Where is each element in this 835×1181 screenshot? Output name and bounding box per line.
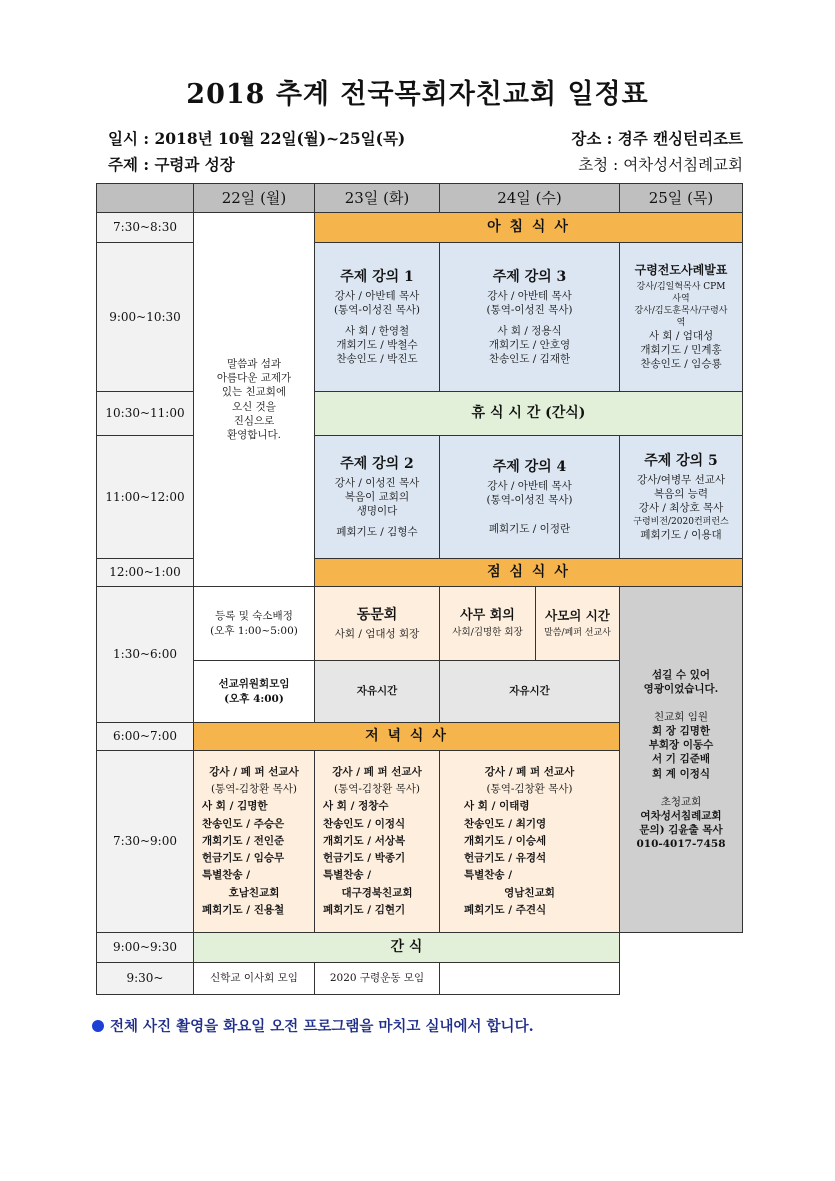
- mon-mission-meeting: [194, 661, 315, 723]
- date-info: 일시 : 2018년 10월 22일(월)~25일(목): [108, 129, 406, 148]
- lecture-title: 주제 강의 3: [492, 268, 567, 285]
- evening-speaker: 강사 / 페 퍼 선교사: [209, 765, 299, 778]
- role-line: 찬송인도 / 이정식: [323, 817, 406, 830]
- session-title: 사모의 시간: [545, 607, 610, 623]
- welcome-line: 아름다운 교제가: [216, 372, 292, 385]
- evening-tue: [315, 751, 440, 933]
- session-host: 사회 / 엄대성 회장: [334, 627, 420, 640]
- role-line: 찬송인도 / 최기영: [464, 817, 547, 830]
- officer-line: 회 계 이정식: [651, 767, 711, 780]
- role-line: 개회기도 / 안호영: [488, 339, 571, 352]
- lecture-1: [315, 243, 440, 392]
- role-line: 헌금기도 / 임승무: [202, 852, 285, 865]
- role-line: 헌금기도 / 유경석: [464, 852, 547, 865]
- time-slot: 9:30~: [97, 963, 194, 995]
- lecture-speaker: 강사 / 아반테 목사: [334, 289, 420, 302]
- alumni-meeting: [315, 587, 440, 661]
- day-wed: 24일 (수): [440, 184, 620, 213]
- lecture-speaker: 강사 / 아반테 목사: [487, 480, 572, 493]
- time-slot: 9:00~9:30: [97, 933, 194, 963]
- lecture-topic: 생명이다: [356, 504, 398, 517]
- welcome-line: 진심으로: [233, 414, 275, 427]
- lecture-speaker: 강사 / 이성진 목사: [334, 476, 420, 489]
- role-line: 특별찬송 /: [464, 869, 513, 882]
- time-slot: 1:30~6:00: [97, 587, 194, 723]
- lecture-title: 주제 강의 1: [340, 268, 414, 285]
- host-church-line: 여차성서침례교회: [640, 809, 722, 822]
- time-slot: 7:30~8:30: [97, 213, 194, 243]
- lecture-interpreter: (통역-이성진 목사): [333, 303, 421, 316]
- role-line: 폐회기도 / 진용철: [202, 904, 285, 917]
- lecture-2: [315, 436, 440, 559]
- session-title: 사무 회의: [460, 608, 515, 624]
- lecture-topic: 구령비전/2020컨퍼런스: [633, 516, 729, 527]
- late-tue: 2020 구령운동 모임: [315, 963, 440, 995]
- role-line: 찬송인도 / 박진도: [336, 353, 418, 366]
- evening-interpreter: (통역-김창환 목사): [333, 782, 421, 795]
- host-church-title: 초청교회: [660, 795, 702, 808]
- wed-afternoon: [440, 587, 620, 661]
- late-wed: [440, 963, 620, 995]
- welcome-line: 말씀과 섬과: [226, 357, 282, 370]
- tue-free-time: 자유시간: [315, 661, 440, 723]
- role-line: 사 회 / 정용식: [497, 324, 562, 337]
- special-choir: 영남친교회: [504, 886, 555, 899]
- lecture-speaker: 강사/여병무 선교사: [636, 474, 726, 487]
- mon-welcome: [194, 213, 315, 587]
- day-tue: 23일 (화): [315, 184, 440, 213]
- thu-afternoon: [620, 587, 743, 933]
- session-title: 동문회: [356, 606, 398, 623]
- lecture-5: [620, 436, 743, 559]
- role-line: 개회기도 / 서상복: [323, 834, 406, 847]
- time-slot: 11:00~12:00: [97, 436, 194, 559]
- role-line: 헌금기도 / 박종기: [323, 852, 406, 865]
- lecture-4: [440, 436, 620, 559]
- role-line: 폐회기도 / 김현기: [323, 904, 406, 917]
- header-row: [97, 184, 743, 213]
- registration-time: (오후 1:00~5:00): [210, 624, 298, 637]
- officer-line: 서 기 김준배: [651, 753, 711, 766]
- notice-text: 전체 사진 촬영을 화요일 오전 프로그램을 마치고 실내에서 합니다.: [110, 1018, 534, 1035]
- case-speaker: 강사/김도훈목사/구령사: [634, 305, 728, 316]
- welcome-line: 있는 친교회에: [221, 386, 287, 399]
- mission-text: 선교위원회모임: [218, 678, 290, 691]
- role-line: 찬송인도 / 임승룡: [640, 358, 722, 371]
- role-line: 개회기도 / 이승세: [464, 834, 547, 847]
- lecture-topic: 복음이 교회의: [344, 490, 410, 503]
- host-info: 초청 : 여차성서침례교회: [578, 156, 743, 174]
- role-line: 개회기도 / 민계홍: [640, 344, 722, 357]
- break-bar: 휴 식 시 간 (간식): [315, 392, 743, 436]
- wed-free-time: 자유시간: [440, 661, 620, 723]
- role-line: 특별찬송 /: [323, 869, 372, 882]
- role-line: 사 회 / 정창수: [323, 800, 389, 813]
- role-line: 개회기도 / 전인준: [202, 834, 285, 847]
- registration-text: 등록 및 숙소배정: [215, 610, 293, 623]
- evening-speaker: 강사 / 페 퍼 선교사: [332, 765, 422, 778]
- time-slot: 12:00~1:00: [97, 559, 194, 587]
- welcome-line: 환영합니다.: [226, 428, 282, 441]
- wives-session: [536, 587, 620, 660]
- officer-line: 회 장 김명한: [651, 725, 711, 738]
- schedule-table: [96, 183, 743, 995]
- case-presentation: [620, 243, 743, 392]
- lecture-title: 구령전도사례발표: [634, 263, 728, 278]
- role-line: 찬송인도 / 주승은: [202, 817, 285, 830]
- role-line: 개회기도 / 박철수: [336, 339, 418, 352]
- time-slot: 6:00~7:00: [97, 723, 194, 751]
- role-line: 폐회기도 / 이용대: [640, 528, 722, 541]
- officer-line: 부회장 이동수: [648, 739, 714, 752]
- evening-interpreter: (통역-김창환 목사): [486, 782, 573, 795]
- evening-interpreter: (통역-김창환 목사): [210, 782, 298, 795]
- time-slot: 10:30~11:00: [97, 392, 194, 436]
- greeting-line: 섬길 수 있어: [651, 668, 711, 681]
- business-meeting: [440, 587, 536, 660]
- lecture-title: 주제 강의 2: [340, 455, 414, 472]
- time-slot: 9:00~10:30: [97, 243, 194, 392]
- role-line: 찬송인도 / 김재한: [488, 353, 571, 366]
- role-line: 특별찬송 /: [202, 869, 251, 882]
- evening-wed: [440, 751, 620, 933]
- lecture-3: [440, 243, 620, 392]
- evening-speaker: 강사 / 페 퍼 선교사: [484, 765, 575, 778]
- case-speaker: 강사/김일혁목사 CPM: [636, 281, 726, 292]
- dinner-bar: 저 녁 식 사: [194, 723, 620, 751]
- case-speaker: 사역: [672, 293, 690, 304]
- lecture-interpreter: (통역-이성진 목사): [486, 303, 573, 316]
- lecture-speaker: 강사 / 최상호 목사: [638, 502, 724, 515]
- mon-registration: [194, 587, 315, 661]
- time-slot: 7:30~9:00: [97, 751, 194, 933]
- host-church-line: 문의) 김윤출 목사: [639, 824, 723, 837]
- breakfast-bar: 아 침 식 사: [315, 213, 743, 243]
- role-line: 폐회기도 / 주견식: [464, 904, 547, 917]
- day-thu: 25일 (목): [620, 184, 743, 213]
- greeting-line: 영광이었습니다.: [643, 682, 719, 695]
- lunch-bar: 점 심 식 사: [315, 559, 743, 587]
- wed-split: [440, 587, 619, 660]
- corner-cell: [97, 184, 194, 213]
- evening-mon: [194, 751, 315, 933]
- role-line: 사 회 / 김명한: [202, 800, 268, 813]
- day-mon: 22일 (월): [194, 184, 315, 213]
- special-choir: 대구경북친교회: [341, 886, 413, 899]
- case-speaker: 역: [676, 317, 686, 328]
- page-title: 2018 추계 전국목회자친교회 일정표: [186, 79, 649, 110]
- session-host: 사회/김명한 회장: [452, 626, 523, 638]
- bullet-icon: [92, 1020, 104, 1032]
- mission-time: (오후 4:00): [224, 692, 284, 705]
- role-line: 폐회기도 / 김형수: [336, 526, 418, 539]
- welcome-line: 오신 것을: [232, 400, 276, 413]
- lecture-title: 주제 강의 5: [644, 453, 718, 470]
- lecture-title: 주제 강의 4: [492, 459, 567, 476]
- lecture-interpreter: (통역-이성진 목사): [486, 494, 573, 507]
- snack-bar: 간 식: [194, 933, 620, 963]
- place-info: 장소 : 경주 캔싱턴리조트: [571, 129, 743, 148]
- special-choir: 호남친교회: [228, 886, 280, 899]
- officers-title: 친교회 임원: [653, 710, 709, 723]
- theme-info: 주제 : 구령과 성장: [108, 155, 235, 174]
- session-host: 말씀/페퍼 선교사: [544, 627, 611, 638]
- role-line: 사 회 / 이태령: [464, 800, 530, 813]
- role-line: 폐회기도 / 이정란: [488, 522, 571, 535]
- role-line: 사 회 / 엄대성: [648, 330, 714, 343]
- late-mon: 신학교 이사회 모임: [194, 963, 315, 995]
- lecture-speaker: 강사 / 아반테 목사: [487, 289, 572, 302]
- photo-notice: [92, 1015, 534, 1036]
- host-church-line: 010-4017-7458: [636, 838, 726, 851]
- role-line: 사 회 / 한영철: [344, 324, 410, 337]
- lecture-topic: 복음의 능력: [653, 488, 709, 501]
